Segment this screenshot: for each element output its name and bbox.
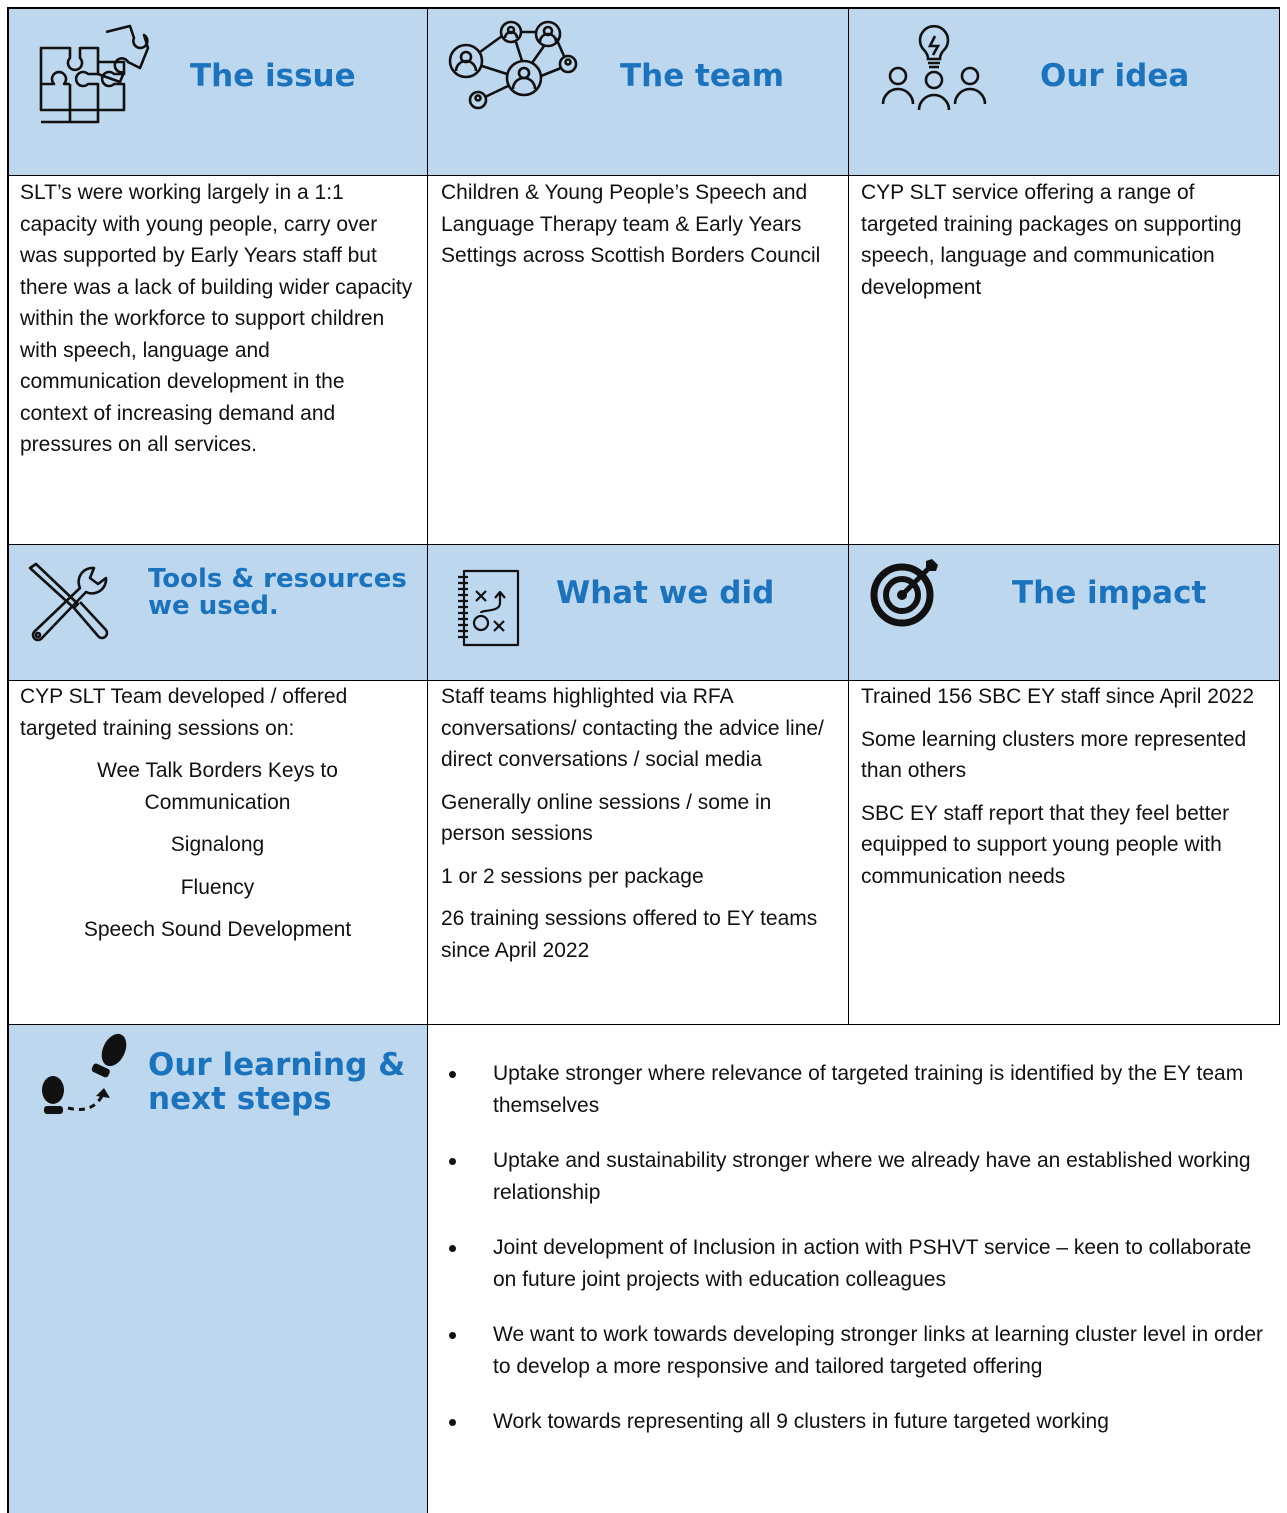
bullet-dot — [449, 1071, 456, 1078]
bullet-dot — [449, 1332, 456, 1339]
tools-item: Wee Talk Borders Keys to Communication — [97, 759, 338, 814]
bullet-dot — [449, 1245, 456, 1252]
grid-line — [427, 7, 428, 1513]
tools-title — [148, 566, 407, 620]
tools-icon — [24, 562, 112, 644]
did-paragraph: Staff teams highlighted via RFA conversations/ contacting the advice line/ direct conversations / social media — [441, 685, 824, 771]
issue-body: SLT’s were working largely in a 1:1 capacity with young people, carry over was supported by Early Years staff but there was a lack of building wider capacity within the workforce to support children with speech, language and communication development in the context of increasing demand and pressures on all services. — [20, 181, 413, 456]
lightbulb-people-icon — [878, 24, 990, 114]
idea-title: Our idea — [1040, 58, 1190, 94]
network-icon — [444, 18, 582, 112]
team-title: The team — [620, 58, 785, 94]
bullet-dot — [449, 1419, 456, 1426]
target-icon — [868, 557, 940, 629]
learning-bullet — [441, 1232, 1271, 1295]
strategy-icon — [456, 569, 522, 649]
grid-line — [8, 7, 1280, 9]
impact-body — [861, 681, 1266, 892]
impact-paragraph: Trained 156 SBC EY staff since April 2022 — [861, 685, 1255, 708]
impact-title: The impact — [1012, 575, 1207, 611]
learning-bullet-text: We want to work towards developing stronger links at learning cluster level in order to develop a more responsive and tailored targeted offering — [493, 1323, 1263, 1378]
learning-bullet — [441, 1058, 1271, 1121]
did-paragraph: 1 or 2 sessions per package — [441, 864, 704, 888]
learning-bullet-text: Uptake stronger where relevance of targeted training is identified by the EY team themselves — [493, 1062, 1244, 1117]
impact-paragraph: SBC EY staff report that they feel better equipped to support young people with communication needs — [861, 801, 1230, 888]
learning-bullet — [441, 1145, 1271, 1208]
learning-bullet — [441, 1319, 1271, 1382]
learning-title-line1: Our learning & — [148, 1047, 406, 1083]
tools-body — [20, 681, 415, 946]
grid-line — [7, 7, 9, 1513]
learning-bullet-text: Joint development of Inclusion in action with PSHVT service – keen to collaborate on future joint projects with education colleagues — [493, 1236, 1252, 1291]
did-paragraph: 26 training sessions offered to EY teams since April 2022 — [441, 907, 818, 962]
did-title: What we did — [556, 575, 775, 611]
impact-paragraph: Some learning clusters more represented than others — [861, 727, 1247, 782]
footsteps-icon — [36, 1030, 136, 1116]
tools-title-line2: we used. — [148, 591, 279, 621]
learning-bullet-text: Uptake and sustainability stronger where we already have an established working relationship — [493, 1149, 1251, 1204]
puzzle-icon — [36, 22, 156, 138]
grid-line — [8, 544, 1280, 545]
learning-body — [441, 1058, 1271, 1438]
tools-item: Speech Sound Development — [83, 918, 352, 941]
learning-bullet-text: Work towards representing all 9 clusters in future targeted working — [493, 1410, 1109, 1433]
tools-intro: CYP SLT Team developed / offered targeted training sessions on: — [20, 685, 348, 740]
tools-title-line1: Tools & resources — [148, 564, 407, 594]
tools-item: Signalong — [170, 833, 265, 856]
idea-body: CYP SLT service offering a range of targeted training packages on supporting speech, language and communication development — [861, 181, 1242, 299]
tools-item: Fluency — [180, 875, 255, 899]
bullet-dot — [449, 1158, 456, 1165]
grid-line — [8, 1024, 1280, 1025]
grid-line — [1279, 7, 1280, 1025]
did-paragraph: Generally online sessions / some in person sessions — [441, 790, 772, 845]
learning-title-line2: next steps — [148, 1081, 332, 1117]
team-body: Children & Young People’s Speech and Language Therapy team & Early Years Settings across Scottish Borders Council — [441, 181, 821, 267]
did-body — [441, 681, 836, 966]
learning-bullet — [441, 1406, 1271, 1438]
learning-title — [148, 1048, 405, 1116]
grid-line — [8, 175, 1280, 176]
issue-title: The issue — [190, 58, 356, 94]
grid-line — [848, 7, 849, 1025]
